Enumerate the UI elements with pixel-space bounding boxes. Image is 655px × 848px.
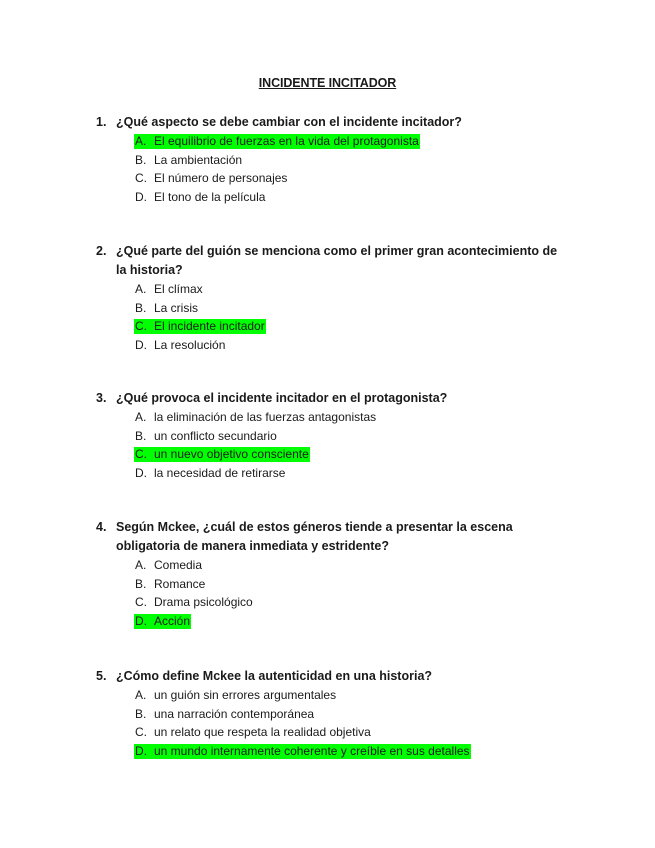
option-letter: D.	[135, 189, 147, 204]
option-highlight	[134, 134, 420, 149]
option-text: La resolución	[154, 337, 226, 352]
option-letter: C.	[135, 319, 147, 333]
option-text: El incidente incitador	[154, 319, 265, 333]
question-text: ¿Qué provoca el incidente incitador en el protagonista?	[116, 391, 448, 405]
option-letter: A.	[135, 134, 147, 148]
option-d	[135, 612, 566, 631]
option-a	[135, 408, 566, 427]
option-text: un relato que respeta la realidad objetiva	[154, 725, 371, 739]
option-a	[135, 556, 566, 575]
option-text: El equilibrio de fuerzas en la vida del protagonista	[154, 134, 419, 148]
option-list	[96, 280, 566, 354]
question-1	[96, 113, 566, 206]
option-list	[96, 132, 566, 206]
question-number: 2.	[96, 244, 107, 258]
option-c	[135, 169, 566, 188]
option-text: El tono de la película	[154, 189, 266, 204]
option-letter: A.	[135, 558, 147, 572]
option-text: Comedia	[154, 558, 203, 572]
question-5	[96, 667, 566, 760]
option-c	[135, 723, 566, 742]
option-list	[96, 556, 566, 630]
option-letter: B.	[135, 300, 147, 315]
option-highlight	[134, 614, 191, 629]
option-text: El clímax	[154, 282, 203, 296]
question-number: 4.	[96, 520, 107, 534]
option-a	[135, 686, 566, 705]
option-letter: D.	[135, 743, 147, 758]
option-letter: C.	[135, 595, 147, 609]
option-text: Acción	[154, 613, 191, 628]
option-b	[135, 705, 566, 724]
option-letter: A.	[135, 282, 147, 296]
option-letter: C.	[135, 447, 147, 461]
question-number: 3.	[96, 391, 107, 405]
question-number: 5.	[96, 669, 107, 683]
question-text: ¿Cómo define Mckee la autenticidad en una historia?	[116, 669, 433, 683]
option-text: una narración contemporánea	[154, 706, 315, 721]
option-text: la eliminación de las fuerzas antagonistas	[154, 410, 377, 424]
option-c	[135, 593, 566, 612]
option-letter: A.	[135, 688, 147, 702]
option-letter: B.	[135, 152, 147, 167]
option-d	[135, 188, 566, 207]
question-text: ¿Qué parte del guión se menciona como el primer gran acontecimiento de la historia?	[116, 244, 558, 277]
question-3	[96, 389, 566, 482]
question-number: 1.	[96, 115, 107, 129]
option-text: un nuevo objetivo consciente	[154, 447, 309, 461]
option-letter: A.	[135, 410, 147, 424]
option-d	[135, 336, 566, 355]
option-highlight	[134, 447, 310, 462]
option-letter: D.	[135, 613, 147, 628]
option-d	[135, 464, 566, 483]
option-list	[96, 408, 566, 482]
option-letter: B.	[135, 706, 147, 721]
option-d	[135, 742, 566, 761]
option-list	[96, 686, 566, 760]
option-text: Romance	[154, 576, 206, 591]
option-text: La ambientación	[154, 152, 243, 167]
question-2	[96, 242, 566, 354]
option-letter: D.	[135, 465, 147, 480]
option-b	[135, 151, 566, 170]
option-text: un mundo internamente coherente y creíble en sus detalles	[154, 743, 470, 758]
option-letter: C.	[135, 171, 147, 185]
question-text: ¿Qué aspecto se debe cambiar con el incidente incitador?	[116, 115, 462, 129]
question-text: Según Mckee, ¿cuál de estos géneros tiende a presentar la escena obligatoria de manera inmediata y estridente?	[116, 520, 513, 553]
option-text: un guión sin errores argumentales	[154, 688, 337, 702]
option-text: un conflicto secundario	[154, 428, 277, 443]
option-highlight	[134, 744, 471, 759]
option-text: Drama psicológico	[154, 595, 253, 609]
option-letter: B.	[135, 428, 147, 443]
option-text: la necesidad de retirarse	[154, 465, 286, 480]
option-text: El número de personajes	[154, 171, 288, 185]
option-letter: C.	[135, 725, 147, 739]
option-text: La crisis	[154, 300, 199, 315]
option-b	[135, 299, 566, 318]
page-title: INCIDENTE INCITADOR	[258, 76, 397, 90]
option-b	[135, 427, 566, 446]
option-highlight	[134, 319, 266, 334]
option-c	[135, 317, 566, 336]
question-4	[96, 518, 566, 630]
option-a	[135, 132, 566, 151]
option-a	[135, 280, 566, 299]
option-letter: B.	[135, 576, 147, 591]
option-c	[135, 445, 566, 464]
option-b	[135, 575, 566, 594]
option-letter: D.	[135, 337, 147, 352]
